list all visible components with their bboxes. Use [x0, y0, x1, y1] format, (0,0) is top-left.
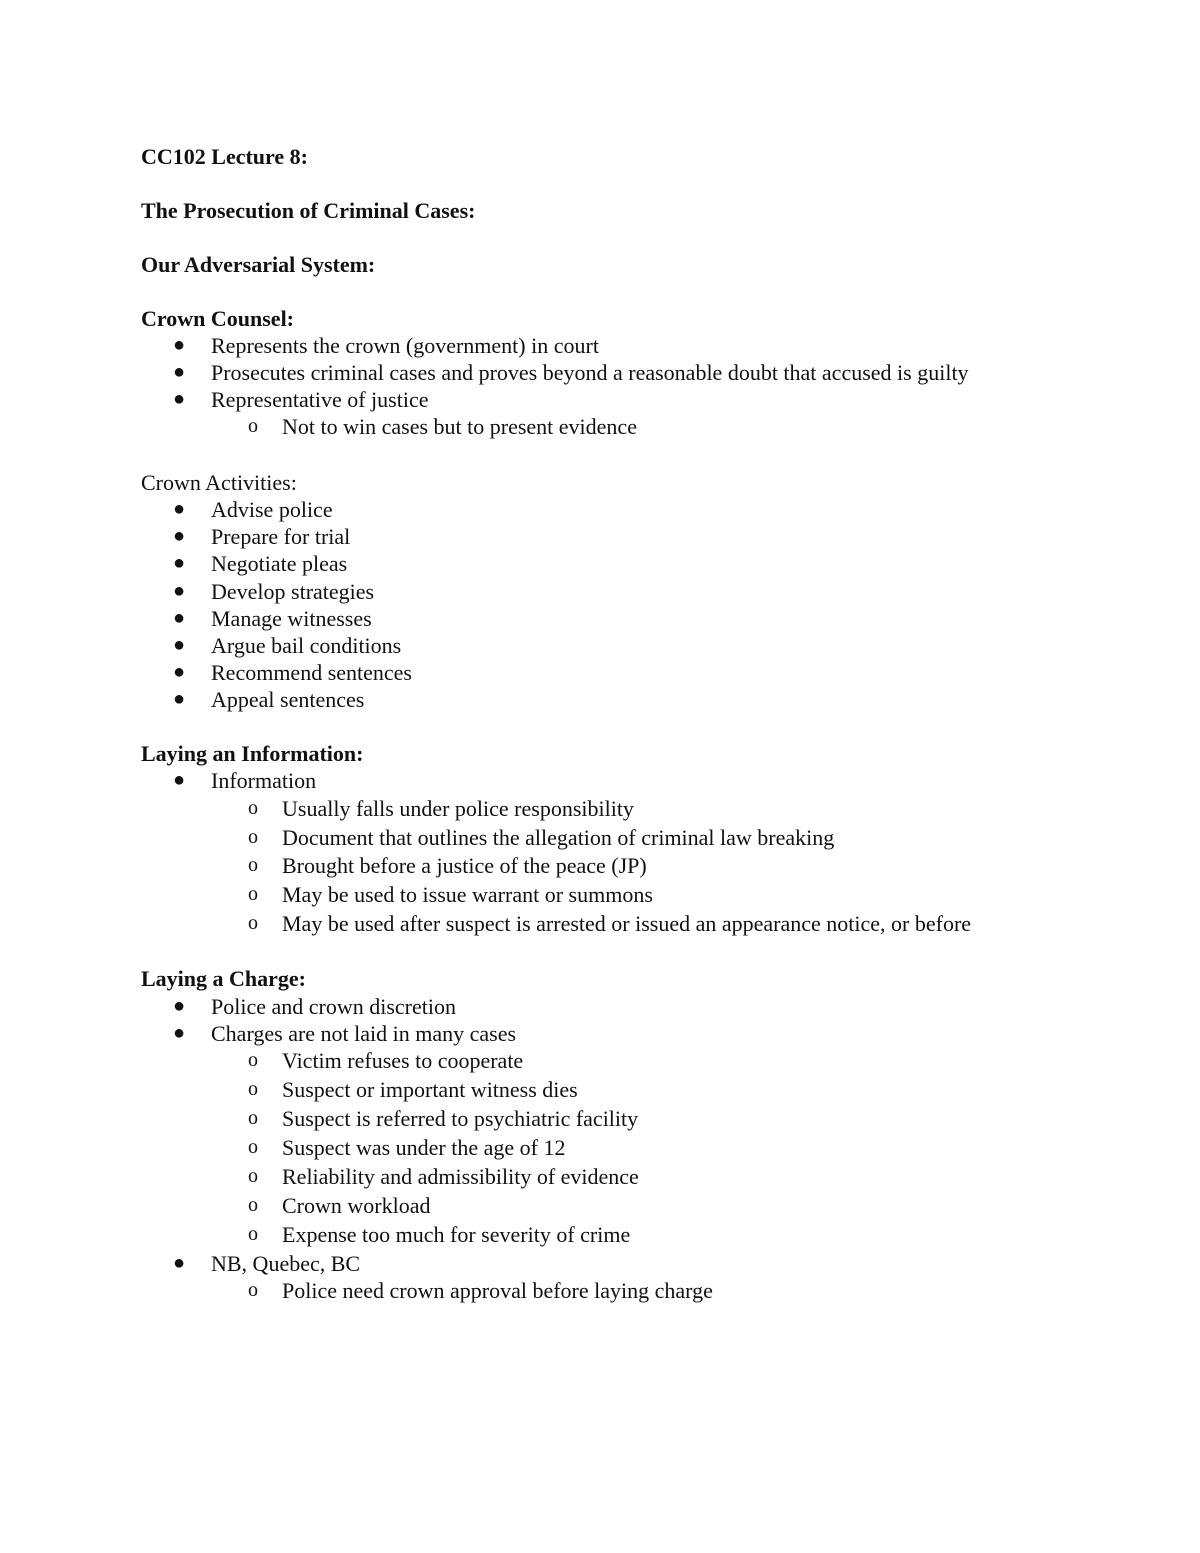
sub-bullet-icon: o	[248, 1049, 258, 1071]
list-item: Prosecutes criminal cases and proves beyond a reasonable doubt that accused is guilty	[211, 360, 969, 385]
document-title: CC102 Lecture 8:	[141, 144, 308, 169]
bullet-icon: ●	[173, 1022, 186, 1044]
sub-list-item: May be used to issue warrant or summons	[282, 882, 653, 907]
sub-list-item: Document that outlines the allegation of criminal law breaking	[282, 825, 835, 850]
sub-list-item: Usually falls under police responsibility	[282, 796, 634, 821]
bullet-icon: ●	[173, 634, 186, 656]
bullet-icon: ●	[173, 361, 186, 383]
document-subtitle: The Prosecution of Criminal Cases:	[141, 198, 476, 223]
bullet-icon: ●	[173, 661, 186, 683]
sub-list-item: Brought before a justice of the peace (JP)	[282, 853, 647, 878]
sub-list-item: Suspect or important witness dies	[282, 1077, 578, 1102]
sub-bullet-icon: o	[248, 1107, 258, 1129]
sub-bullet-icon: o	[248, 912, 258, 934]
bullet-icon: ●	[173, 580, 186, 602]
sub-list-item: Crown workload	[282, 1193, 431, 1218]
list-item: Recommend sentences	[211, 660, 412, 685]
bullet-icon: ●	[173, 769, 186, 791]
sub-bullet-icon: o	[248, 1194, 258, 1216]
bullet-icon: ●	[173, 334, 186, 356]
list-item: Develop strategies	[211, 579, 375, 604]
list-item: Represents the crown (government) in court	[211, 333, 599, 358]
bullet-icon: ●	[173, 688, 186, 710]
bullet-icon: ●	[173, 388, 186, 410]
sub-bullet-icon: o	[248, 797, 258, 819]
list-item: Manage witnesses	[211, 606, 372, 631]
sub-bullet-icon: o	[248, 826, 258, 848]
bullet-icon: ●	[173, 525, 186, 547]
sub-bullet-icon: o	[248, 415, 258, 437]
sub-list-item: Reliability and admissibility of evidence	[282, 1164, 639, 1189]
list-item: Charges are not laid in many cases	[211, 1021, 517, 1046]
bullet-icon: ●	[173, 552, 186, 574]
sub-list-item: Expense too much for severity of crime	[282, 1222, 631, 1247]
sub-list-item: Suspect was under the age of 12	[282, 1135, 566, 1160]
list-item: Police and crown discretion	[211, 994, 456, 1019]
sub-bullet-icon: o	[248, 1279, 258, 1301]
list-item: Argue bail conditions	[211, 633, 402, 658]
sub-bullet-icon: o	[248, 1078, 258, 1100]
section-heading-laying-charge: Laying a Charge:	[141, 966, 306, 991]
section-heading-adversarial: Our Adversarial System:	[141, 252, 376, 277]
section-heading-crown-activities: Crown Activities:	[141, 470, 297, 495]
bullet-icon: ●	[173, 607, 186, 629]
section-heading-crown-counsel: Crown Counsel:	[141, 306, 295, 331]
section-heading-laying-information: Laying an Information:	[141, 741, 364, 766]
sub-list-item: Suspect is referred to psychiatric facility	[282, 1106, 639, 1131]
sub-list-item: Not to win cases but to present evidence	[282, 414, 637, 439]
sub-bullet-icon: o	[248, 1223, 258, 1245]
sub-list-item: Victim refuses to cooperate	[282, 1048, 524, 1073]
bullet-icon: ●	[173, 1252, 186, 1274]
sub-list-item: May be used after suspect is arrested or issued an appearance notice, or before	[282, 911, 972, 936]
bullet-icon: ●	[173, 995, 186, 1017]
list-item: Representative of justice	[211, 387, 429, 412]
sub-bullet-icon: o	[248, 1136, 258, 1158]
list-item: Prepare for trial	[211, 524, 351, 549]
sub-bullet-icon: o	[248, 854, 258, 876]
sub-list-item: Police need crown approval before laying charge	[282, 1278, 713, 1303]
sub-bullet-icon: o	[248, 883, 258, 905]
list-item: Information	[211, 768, 317, 793]
bullet-icon: ●	[173, 498, 186, 520]
list-item: Negotiate pleas	[211, 551, 348, 576]
list-item: Appeal sentences	[211, 687, 365, 712]
list-item: NB, Quebec, BC	[211, 1251, 361, 1276]
sub-bullet-icon: o	[248, 1165, 258, 1187]
list-item: Advise police	[211, 497, 333, 522]
